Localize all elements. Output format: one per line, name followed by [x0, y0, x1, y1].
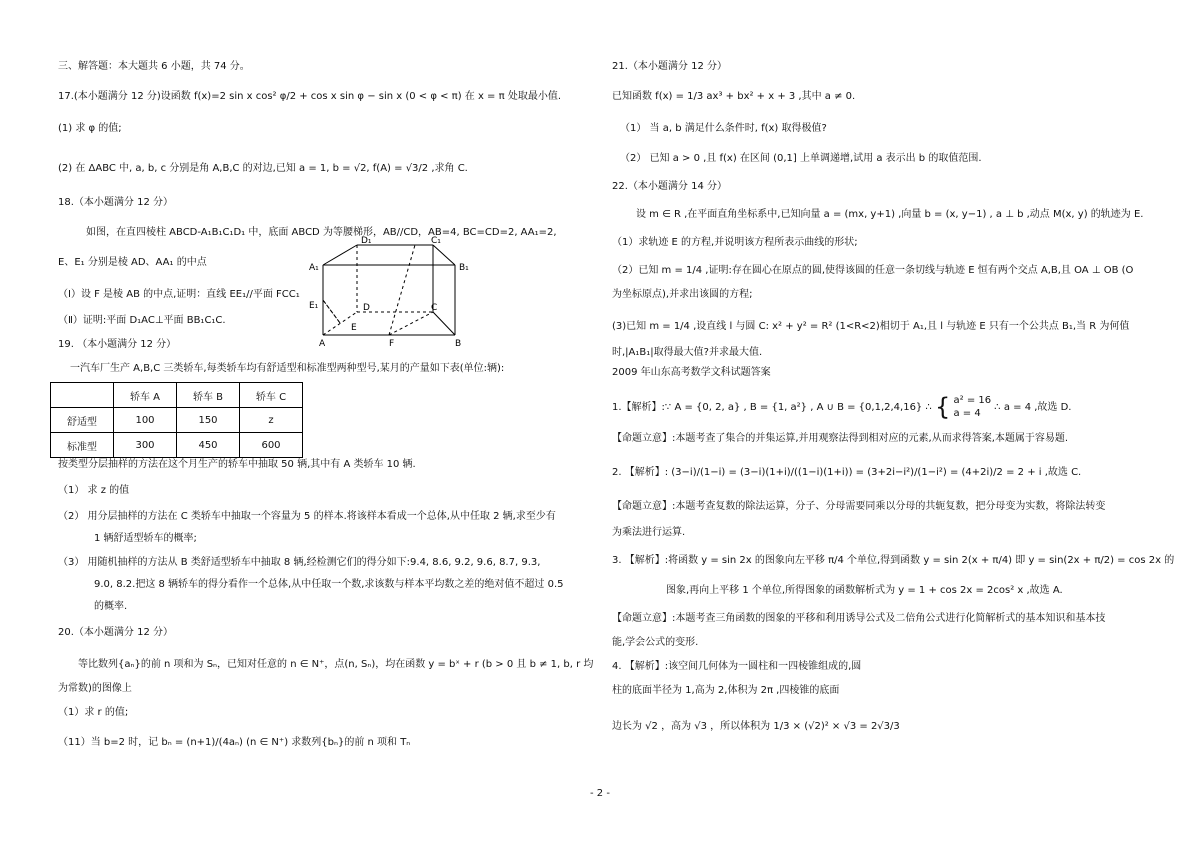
q21-part1: （1） 当 a, b 满足什么条件时, f(x) 取得极值? — [620, 123, 827, 134]
answer-2-note2: 为乘法进行运算. — [612, 527, 686, 538]
table-row — [51, 433, 303, 458]
label-D1: D₁ — [361, 236, 372, 246]
answers-title: 2009 年山东高考数学文科试题答案 — [612, 367, 771, 378]
q19-after: 按类型分层抽样的方法在这个月生产的轿车中抽取 50 辆,其中有 A 类轿车 10 辆. — [58, 459, 416, 470]
table-cell: 标准型 — [51, 433, 114, 458]
table-header-row — [51, 383, 303, 408]
q19-body: 一汽车厂生产 A,B,C 三类轿车,每类轿车均有舒适型和标准型两种型号,某月的产量如下表(单位:辆): — [70, 363, 505, 374]
q17-head: 17.(本小题满分 12 分)设函数 f(x)=2 sin x cos² φ/2 + cos x sin φ − sin x (0 < φ < π) 在 x = π 处取最小值. — [58, 91, 561, 102]
q18-part1: （Ⅰ）设 F 是棱 AB 的中点,证明：直线 EE₁//平面 FCC₁ — [58, 289, 300, 300]
q19-part3-cont: 9.0, 8.2.把这 8 辆轿车的得分看作一个总体,从中任取一个数,求该数与样本平均数之差的绝对值不超过 0.5 — [94, 579, 564, 590]
label-A: A — [319, 339, 326, 349]
answer-3: 3. 【解析】:将函数 y = sin 2x 的图象向左平移 π/4 个单位,得到函数 y = sin 2(x + π/4) 即 y = sin(2x + π/2) = cos 2x 的 — [612, 555, 1175, 566]
answer-1-note: 【命题立意】:本题考查了集合的并集运算,并用观察法得到相对应的元素,从而求得答案,本题属于容易题. — [612, 433, 1069, 444]
table-cell: 轿车 A — [114, 383, 177, 408]
table-cell: z — [240, 408, 303, 433]
answer-2-note1: 【命题立意】:本题考查复数的除法运算，分子、分母需要同乘以分母的共轭复数，把分母变为实数，将除法转变 — [612, 501, 1106, 512]
table-cell: 舒适型 — [51, 408, 114, 433]
label-C1: C₁ — [431, 236, 441, 246]
section-title: 三、解答题：本大题共 6 小题，共 74 分。 — [58, 61, 250, 72]
answer-3-cont: 图象,再向上平移 1 个单位,所得图象的函数解析式为 y = 1 + cos 2x = 2cos² x ,故选 A. — [666, 585, 1063, 596]
production-table — [50, 382, 303, 458]
answer-3-note1: 【命题立意】:本题考查三角函数的图象的平移和利用诱导公式及二倍角公式进行化简解析式的基本知识和基本技 — [612, 613, 1106, 624]
answer-1-system — [954, 394, 992, 420]
answer-1-eq1: a² = 16 — [953, 395, 992, 406]
table-cell: 轿车 C — [240, 383, 303, 408]
q17-part2: (2) 在 ΔABC 中, a, b, c 分别是角 A,B,C 的对边,已知 a = 1, b = √2, f(A) = √3/2 ,求角 C. — [58, 163, 468, 174]
table-cell: 600 — [240, 433, 303, 458]
label-D: D — [363, 303, 370, 313]
q22-body: 设 m ∈ R ,在平面直角坐标系中,已知向量 a = (mx, y+1) ,向量 b = (x, y−1) , a ⊥ b ,动点 M(x, y) 的轨迹为 E. — [636, 209, 1144, 220]
q21-body: 已知函数 f(x) = 1/3 ax³ + bx² + x + 3 ,其中 a ≠ 0. — [612, 91, 856, 102]
label-F: F — [389, 339, 395, 349]
table-cell: 100 — [114, 408, 177, 433]
table-cell: 300 — [114, 433, 177, 458]
label-C: C — [431, 303, 438, 313]
answer-1-eq2: a = 4 — [953, 408, 981, 419]
answer-2: 2. 【解析】: (3−i)/(1−i) = (3−i)(1+i)/((1−i)(1+i)) = (3+2i−i²)/(1−i²) = (4+2i)/2 = 2 + i ,故选 C. — [612, 467, 1082, 478]
table-cell: 150 — [177, 408, 240, 433]
table-cell: 轿车 B — [177, 383, 240, 408]
label-E1: E₁ — [309, 301, 319, 311]
q20-head: 20.（本小题满分 12 分） — [58, 627, 173, 638]
q22-head: 22.（本小题满分 14 分） — [612, 181, 727, 192]
q19-part2: （2） 用分层抽样的方法在 C 类轿车中抽取一个容量为 5 的样本.将该样本看成一个总体,从中任取 2 辆,求至少有 — [58, 511, 556, 522]
table-cell: 450 — [177, 433, 240, 458]
q18-body1: 如图，在直四棱柱 ABCD-A₁B₁C₁D₁ 中，底面 ABCD 为等腰梯形，AB//CD，AB=4, BC=CD=2, AA₁=2, — [86, 227, 557, 238]
answer-4: 4. 【解析】:该空间几何体为一圆柱和一四棱锥组成的,圆 — [612, 661, 862, 672]
q19-part1: （1） 求 z 的值 — [58, 485, 130, 496]
q20-part1: （1）求 r 的值; — [58, 707, 129, 718]
q18-part2: （Ⅱ）证明:平面 D₁AC⊥平面 BB₁C₁C. — [58, 315, 226, 326]
prism-figure — [305, 230, 480, 350]
q20-part2: （11）当 b=2 时，记 bₙ = (n+1)/(4aₙ) (n ∈ N⁺) 求数列{bₙ}的前 n 项和 Tₙ — [58, 737, 411, 748]
q22-part1: （1）求轨迹 E 的方程,并说明该方程所表示曲线的形状; — [612, 237, 858, 248]
q22-part2: （2）已知 m = 1/4 ,证明:存在圆心在原点的圆,使得该圆的任意一条切线与轨迹 E 恒有两个交点 A,B,且 OA ⊥ OB (O — [612, 265, 1134, 276]
q17-part1: (1) 求 φ 的值; — [58, 123, 122, 134]
answer-1 — [612, 394, 1071, 420]
label-A1: A₁ — [309, 263, 319, 273]
answer-4-cont: 柱的底面半径为 1,高为 2,体积为 2π ,四棱锥的底面 — [612, 685, 840, 696]
label-B: B — [455, 339, 462, 349]
q21-head: 21.（本小题满分 12 分） — [612, 61, 727, 72]
q22-part3: (3)已知 m = 1/4 ,设直线 l 与圆 C: x² + y² = R² (1<R<2)相切于 A₁,且 l 与轨迹 E 只有一个公共点 B₁,当 R 为何值 — [612, 321, 1130, 332]
q18-body2: E、E₁ 分别是棱 AD、AA₁ 的中点 — [58, 257, 207, 268]
label-E: E — [351, 323, 357, 333]
answer-1-text: 1.【解析】:∵ A = {0, 2, a} , B = {1, a²} , A ∪ B = {0,1,2,4,16} ∴ — [612, 402, 932, 413]
q19-part2-cont: 1 辆舒适型轿车的概率; — [94, 533, 197, 544]
table-cell — [51, 383, 114, 408]
label-B1: B₁ — [459, 263, 469, 273]
q20-body2: 为常数)的图像上 — [58, 683, 132, 694]
page-number: - 2 - — [590, 788, 610, 799]
q19-part3-end: 的概率. — [94, 601, 128, 612]
answer-1-end: ∴ a = 4 ,故选 D. — [994, 402, 1072, 413]
table-row — [51, 408, 303, 433]
answer-4-end: 边长为 √2 ，高为 √3 ，所以体积为 1/3 × (√2)² × √3 = 2√3/3 — [612, 721, 900, 732]
q21-part2: （2） 已知 a > 0 ,且 f(x) 在区间 (0,1] 上单调递增,试用 a 表示出 b 的取值范围. — [620, 153, 982, 164]
q22-part3-cont: 时,|A₁B₁|取得最大值?并求最大值. — [612, 347, 763, 358]
q18-head: 18.（本小题满分 12 分） — [58, 197, 173, 208]
q20-body1: 等比数列{aₙ}的前 n 项和为 Sₙ，已知对任意的 n ∈ N⁺，点(n, Sₙ)，均在函数 y = bˣ + r (b > 0 且 b ≠ 1, b, r 均 — [78, 659, 594, 670]
answer-3-note2: 能,学会公式的变形. — [612, 637, 699, 648]
q19-head: 19. （本小题满分 12 分） — [58, 339, 177, 350]
q22-part2-cont: 为坐标原点),并求出该圆的方程; — [612, 289, 753, 300]
q19-part3: （3） 用随机抽样的方法从 B 类舒适型轿车中抽取 8 辆,经检测它们的得分如下:9.4, 8.6, 9.2, 9.6, 8.7, 9.3, — [58, 557, 541, 568]
system-brace-icon: { — [935, 393, 951, 421]
